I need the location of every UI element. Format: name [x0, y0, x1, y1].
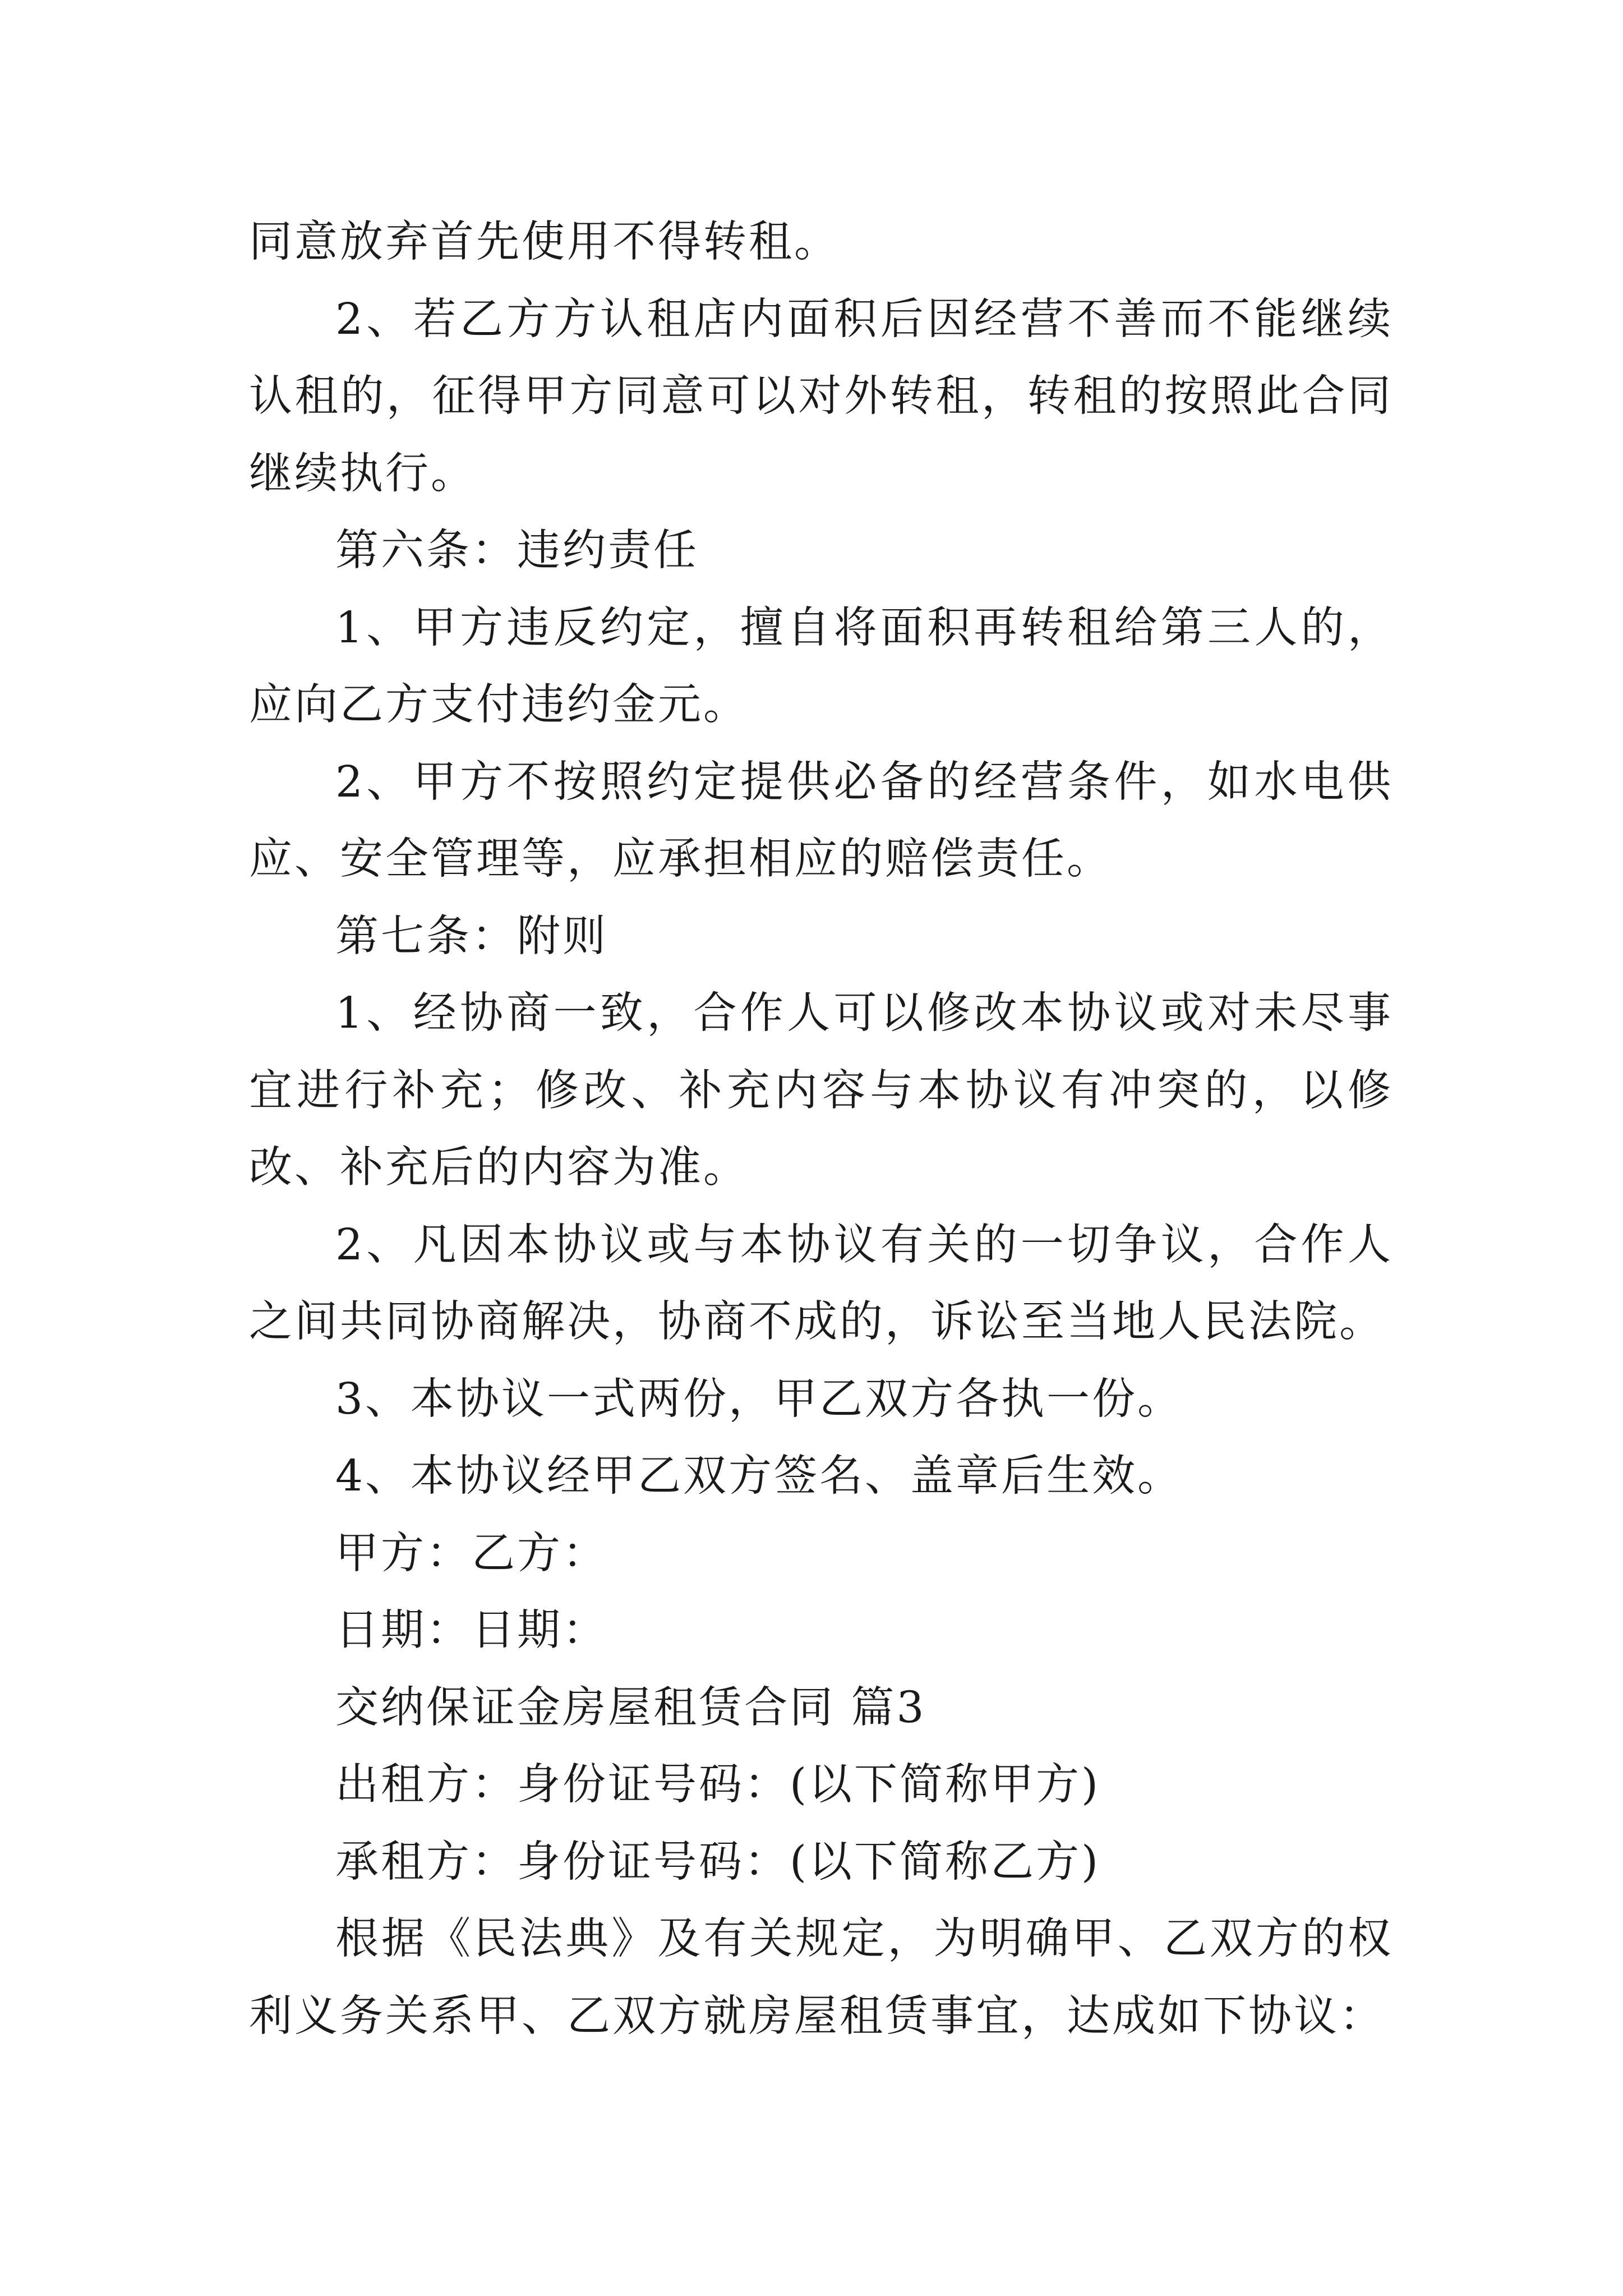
paragraph-clause-7-item-1: 1、经协商一致，合作人可以修改本协议或对未尽事宜进行补充；修改、补充内容与本协议有冲突的，以修改、补充后的内容为准。: [249, 988, 1393, 1193]
paragraph-clause-7-item-2: 2、凡因本协议或与本协议有关的一切争议，合作人之间共同协商解决，协商不成的，诉讼至当地人民法院。: [249, 1220, 1393, 1347]
paragraph-clause-7-item-3: 3、本协议一式两份，甲乙双方各执一份。: [335, 1374, 1183, 1424]
paragraph-continuation: 同意放弃首先使用不得转租。: [249, 217, 840, 267]
document-body: [249, 204, 1393, 2055]
signature-dates-line: 日期：日期：: [335, 1605, 608, 1655]
paragraph-clause-5-item-2: 2、若乙方方认租店内面积后因经营不善而不能继续认租的，征得甲方同意可以对外转租，转租的按照此合同继续执行。: [249, 294, 1393, 499]
preamble-paragraph: 根据《民法典》及有关规定，为明确甲、乙双方的权利义务关系甲、乙双方就房屋租赁事宜，达成如下协议：: [249, 1914, 1393, 2041]
paragraph-clause-7-item-4: 4、本协议经甲乙双方签名、盖章后生效。: [335, 1451, 1183, 1501]
paragraph-clause-6-item-1: 1、甲方违反约定，擅自将面积再转租给第三人的，应向乙方支付违约金元。: [249, 602, 1393, 730]
section-heading-article-7: 第七条：附则: [335, 911, 608, 961]
paragraph-clause-6-item-2: 2、甲方不按照约定提供必备的经营条件，如水电供应、安全管理等，应承担相应的赔偿责任。: [249, 757, 1393, 884]
section-heading-article-6: 第六条：违约责任: [335, 526, 699, 576]
contract-title-3: 交纳保证金房屋租赁合同 篇3: [335, 1682, 926, 1733]
lessor-line: 出租方：身份证号码：(以下简称甲方): [335, 1760, 1101, 1810]
signature-parties-line: 甲方：乙方：: [335, 1528, 608, 1579]
lessee-line: 承租方：身份证号码：(以下简称乙方): [335, 1837, 1101, 1887]
